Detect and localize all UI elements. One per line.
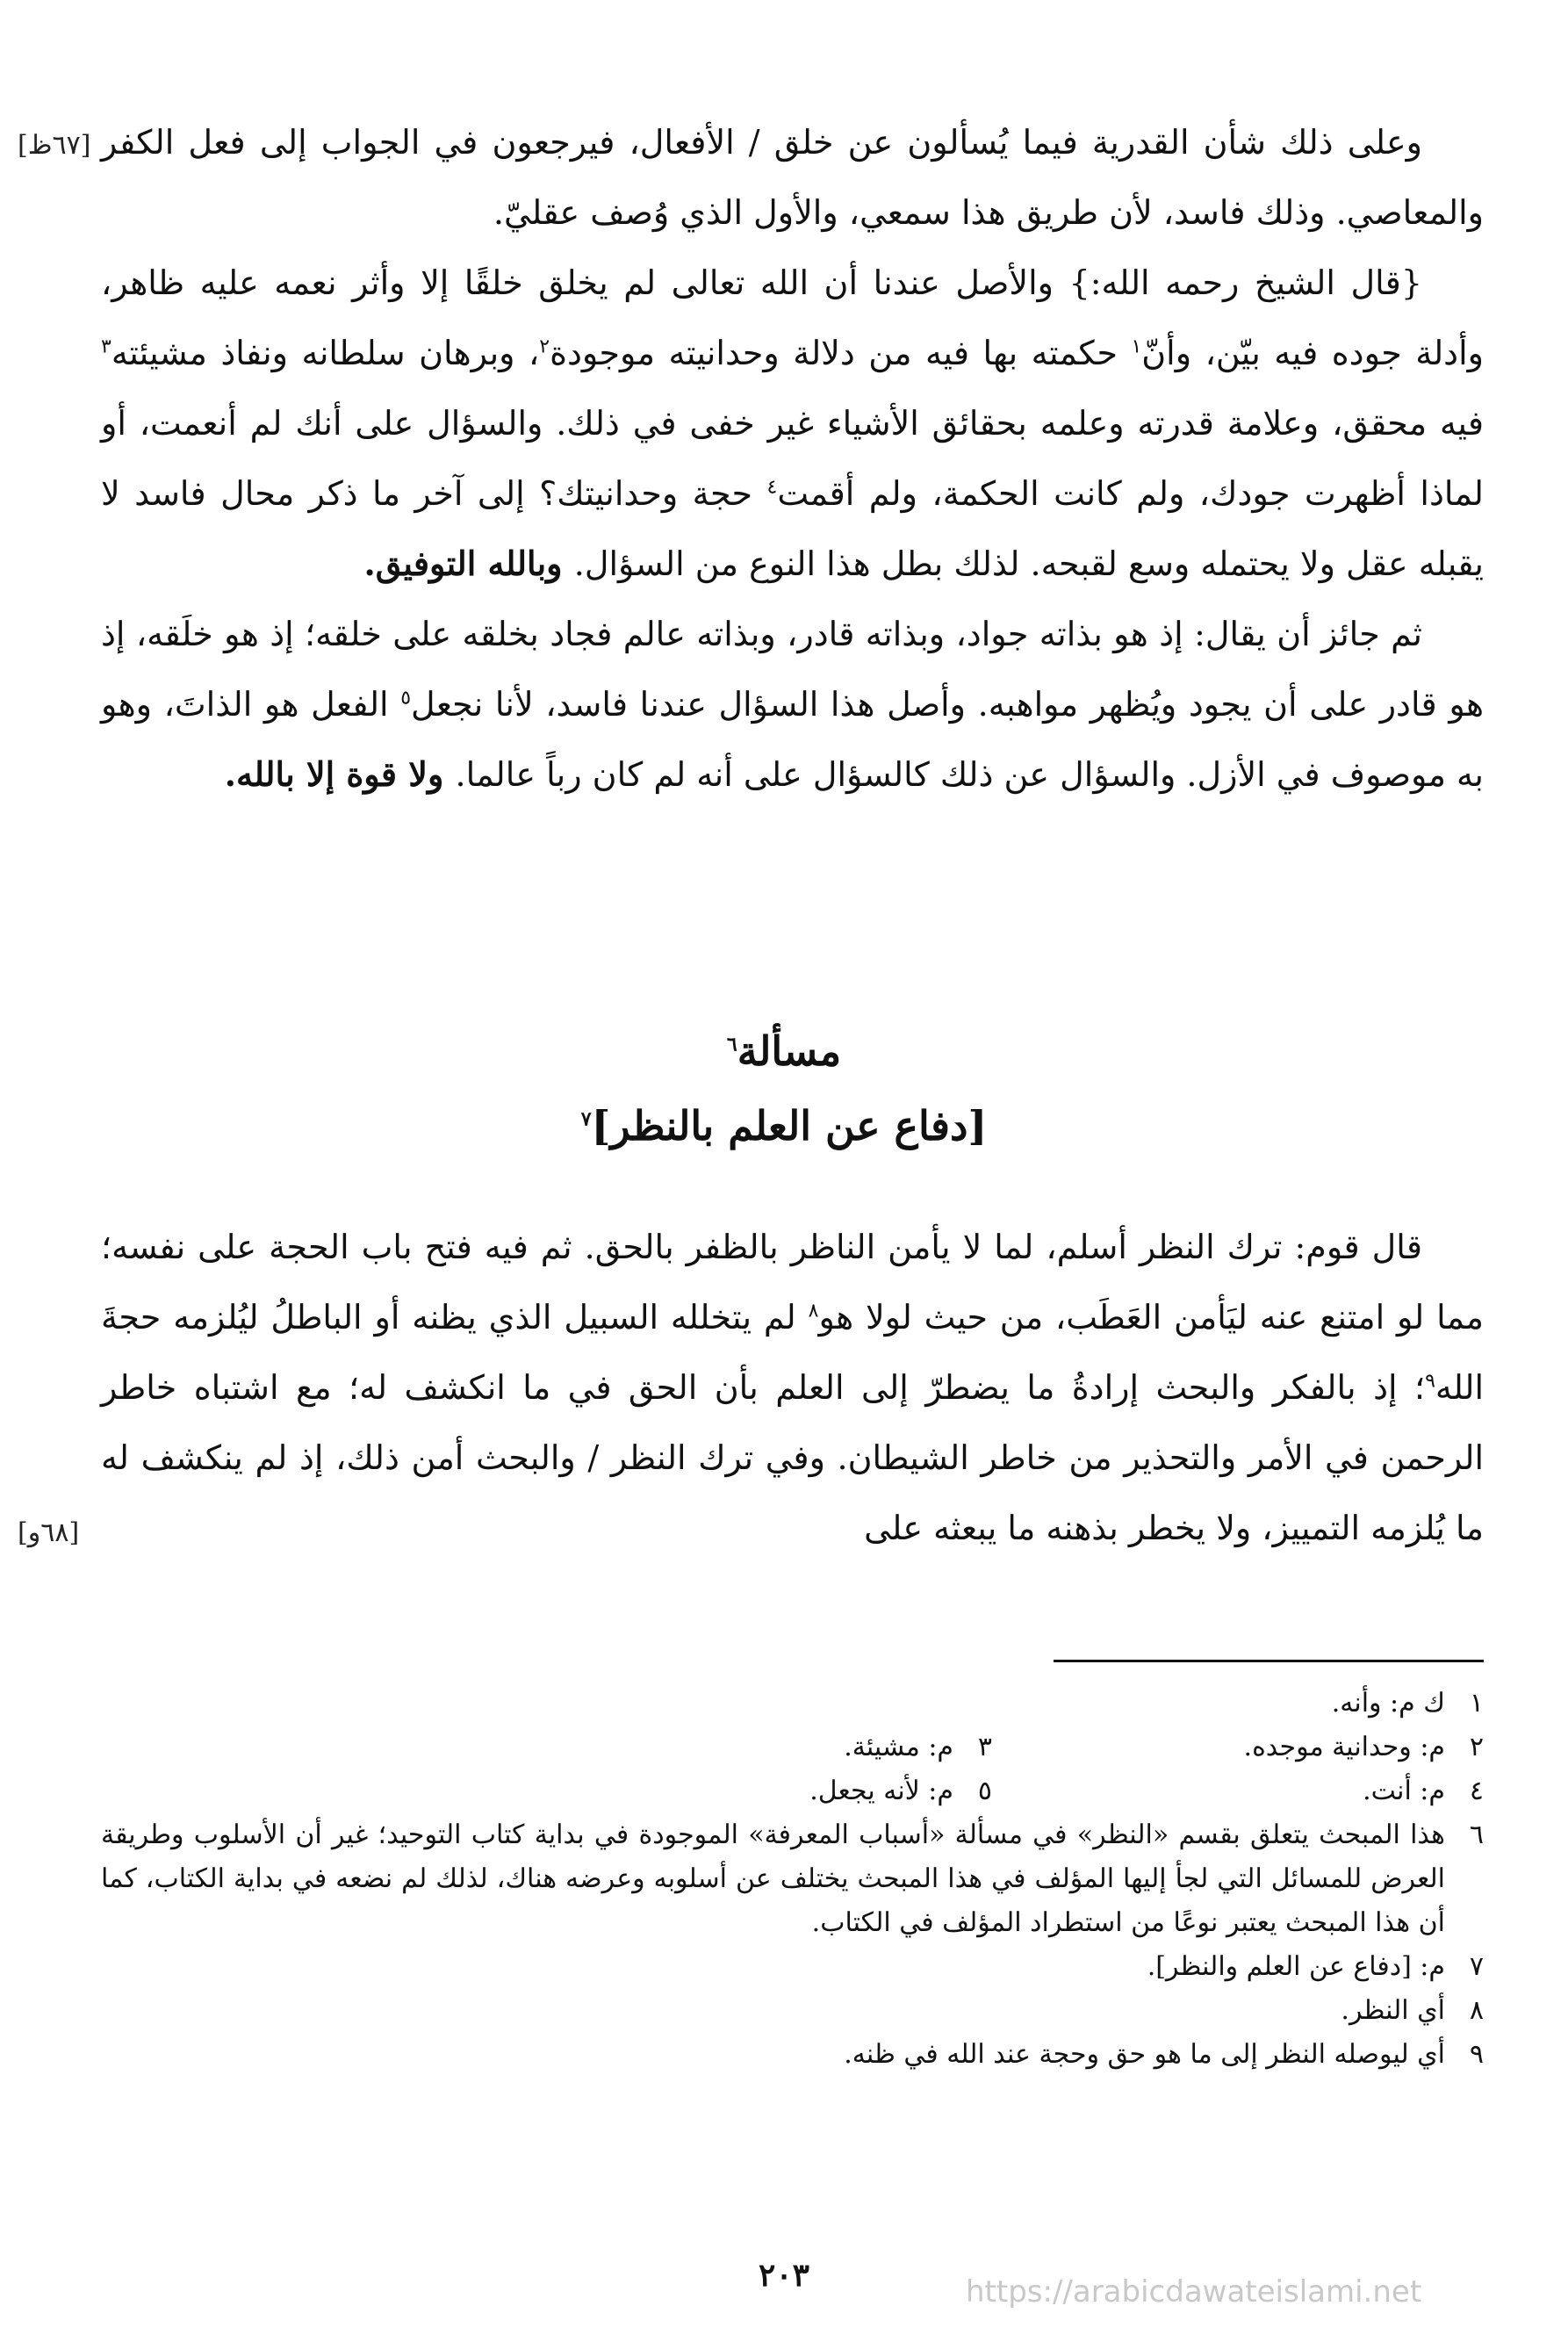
footnote-text: ك م: وأنه.	[1331, 1688, 1445, 1719]
footnote-text: م: أنت.	[1363, 1776, 1445, 1806]
footnote-text: هذا المبحث يتعلق بقسم «النظر» في مسألة «أسباب المعرفة» الموجودة في بداية كتاب التوحيد؛ غير أن الأسلوب وطريقة العرض للمسائل التي لجأ إليها المؤلف في هذا المبحث يختلف عن أسلوبه وعرضه هناك، لذلك لم نضعه في بداية الكتاب، كما أن هذا المبحث يعتبر نوعًا من استطراد المؤلف في الكتاب.	[101, 1819, 1445, 1938]
section-title-text: مسألة	[737, 1027, 842, 1075]
footnote-number: ٦	[1469, 1819, 1484, 1850]
footnote-separator	[1054, 1660, 1484, 1662]
footnote-number: ٨	[1469, 1995, 1484, 2026]
footnote-row	[101, 1769, 1484, 1813]
footnote	[992, 1769, 1484, 1813]
paragraph-text: ، وبرهان سلطانه ونفاذ مشيئته	[111, 334, 540, 372]
footnote-text: أي ليوصله النظر إلى ما هو حق وحجة عند الله في ظنه.	[844, 2039, 1445, 2070]
section-title	[0, 1027, 1568, 1075]
footnote-number: ٥	[977, 1776, 992, 1806]
paragraph-text: وعلى ذلك شأن القدرية فيما يُسألون عن خلق / الأفعال، فيرجعون في الجواب إلى فعل الكفر والمعاصي. وذلك فاسد، لأن طريق هذا سمعي، والأول الذي وُصف عقليّ.	[101, 123, 1484, 232]
margin-folio-ref: [٦٨و]	[18, 1517, 80, 1548]
paragraph	[101, 1212, 1484, 1563]
closing-phrase: وبالله التوفيق.	[363, 544, 574, 583]
margin-folio-ref: [٦٧ظ]	[18, 130, 91, 161]
footnote-text: أي النظر.	[1341, 1995, 1445, 2026]
footnote-text: م: [دفاع عن العلم والنظر].	[1147, 1951, 1445, 1982]
footnote	[101, 1813, 1484, 1945]
footnote-number: ٤	[1469, 1776, 1484, 1806]
paragraph-text: لم يتخلله السبيل الذي يظنه أو الباطلُ ليُلزمه حجةَ الله	[101, 1298, 1484, 1407]
body-text-lower	[101, 1212, 1484, 1563]
footnote	[101, 1945, 1484, 1989]
paragraph-text: الفعل هو الذاتَ، وهو به موصوف في الأزل. والسؤال عن ذلك كالسؤال على أنه لم كان رباً عالما.	[101, 685, 1484, 794]
footnote	[992, 1726, 1484, 1769]
paragraph	[101, 599, 1484, 810]
footnote-number: ٢	[1469, 1732, 1484, 1762]
footnote-number: ٧	[1469, 1951, 1484, 1982]
paragraph-text: حجة وحدانيتك؟ إلى آخر ما ذكر محال فاسد لا يقبله عقل ولا يحتمله وسع لقبحه. لذلك بطل هذا النوع من السؤال.	[101, 474, 1484, 583]
footnote-row	[101, 1726, 1484, 1769]
footnote-number: ١	[1469, 1688, 1484, 1719]
footnote-number: ٩	[1469, 2039, 1484, 2070]
section-subtitle	[0, 1102, 1568, 1149]
footnote-text: م: لأنه يجعل.	[809, 1776, 953, 1806]
footnote-text: م: مشيئة.	[844, 1732, 953, 1762]
footnote-mark: ٥	[400, 687, 412, 710]
paragraph-text: حكمته بها فيه من دلالة وحدانيته موجودة	[550, 334, 1132, 372]
page-number: ٢٠٣	[758, 2257, 809, 2294]
footnote	[101, 1682, 1484, 1726]
footnote-mark: ٧	[580, 1107, 592, 1131]
paragraph-text: ؛ إذ بالفكر والبحث إرادةُ ما يضطرّ إلى العلم بأن الحق في ما انكشف له؛ مع اشتباه خاطر الرحمن في الأمر والتحذير من خاطر الشيطان. وفي ترك النظر / والبحث أمن ذلك، إذ لم ينكشف له ما يُلزمه التمييز، ولا يخطر بذهنه ما يبعثه على	[101, 1368, 1484, 1547]
footnote	[500, 1769, 992, 1813]
footnote	[101, 2033, 1484, 2077]
footnote-number: ٣	[977, 1732, 992, 1762]
paragraph-text: قال قوم: ترك النظر أسلم، لما لا يأمن الناظر بالظفر بالحق. ثم فيه فتح باب الحجة على نفسه؛ مما لو امتنع عنه ليَأمن العَطَب، من حيث لولا هو	[101, 1228, 1484, 1337]
section-subtitle-text: [دفاع عن العلم بالنظر]	[591, 1102, 988, 1149]
footnote	[500, 1726, 992, 1769]
body-text-upper	[101, 107, 1484, 810]
footnote-mark: ٤	[766, 476, 778, 499]
footnotes	[101, 1682, 1484, 2077]
footnote-mark: ١	[1131, 335, 1142, 358]
footnote-mark: ٩	[1425, 1370, 1435, 1393]
footnote-mark: ٦	[726, 1033, 737, 1056]
footnote-mark: ٣	[101, 335, 111, 358]
paragraph	[101, 107, 1484, 248]
paragraph-text: ثم جائز أن يقال: إذ هو بذاته جواد، وبذاته قادر، وبذاته عالم فجاد بخلقه على خلقه؛ إذ هو خلَقه، إذ هو قادر على أن يجود ويُظهر مواهبه. وأصل هذا السؤال عندنا فاسد، لأنا نجعل	[101, 615, 1484, 724]
footnote-text: م: وحدانية موجده.	[1243, 1732, 1445, 1762]
paragraph-text: {قال الشيخ رحمه الله:} والأصل عندنا أن الله تعالى لم يخلق خلقًا إلا وأثر نعمه عليه ظاهر، وأدلة جوده فيه بيّن، وأنّ	[101, 263, 1484, 372]
watermark-url: https://arabicdawateislami.net	[966, 2274, 1422, 2309]
paragraph	[101, 248, 1484, 599]
footnote-mark: ٢	[539, 335, 550, 358]
paragraph-text: فيه محقق، وعلامة قدرته وعلمه بحقائق الأشياء غير خفى في ذلك. والسؤال على أنك لم أنعمت، أو لماذا أظهرت جودك، ولم كانت الحكمة، ولم أقمت	[101, 404, 1484, 513]
footnote-mark: ٨	[808, 1300, 819, 1322]
footnote	[101, 1989, 1484, 2033]
closing-phrase: ولا قوة إلا بالله.	[224, 754, 456, 794]
